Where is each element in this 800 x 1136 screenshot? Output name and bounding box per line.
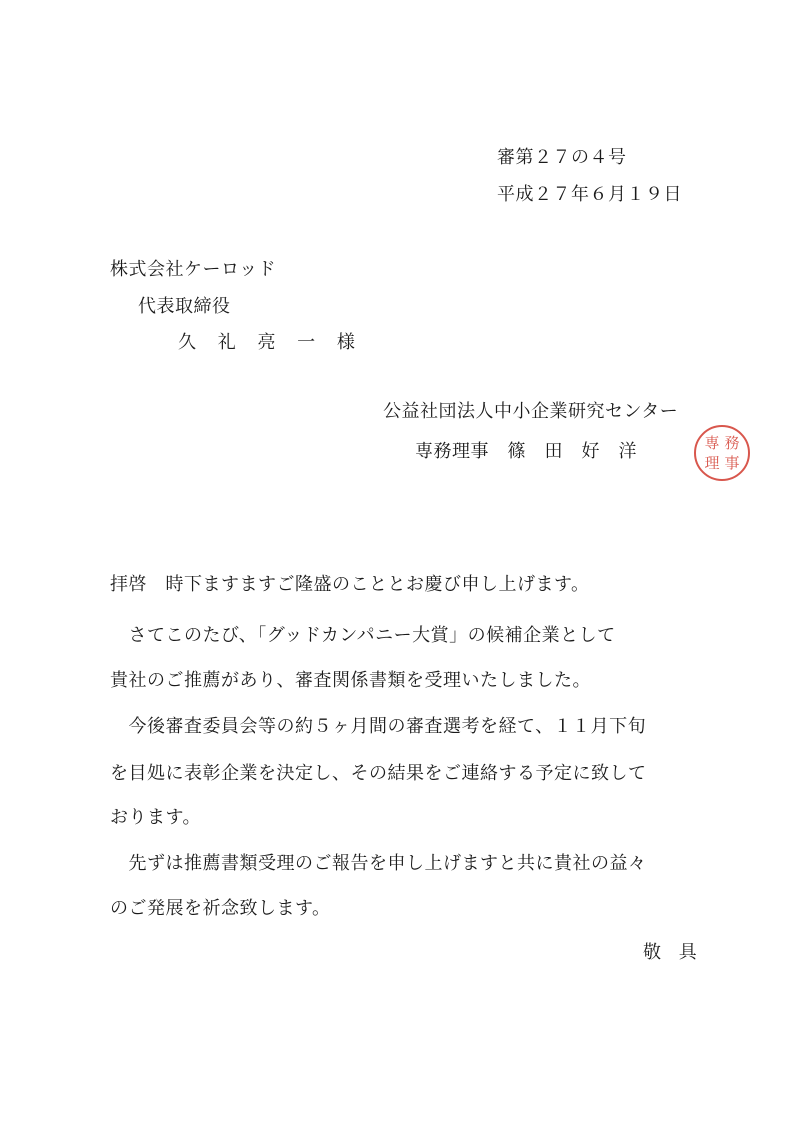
recipient-title: 代表取締役 [138,296,231,317]
sender-organization: 公益社団法人中小企業研究センター [383,401,679,422]
document-number: 審第２７の４号 [497,147,627,168]
sender-name: 専務理事 篠 田 好 洋 [415,441,637,462]
body-line: のご発展を祈念致します。 [110,898,331,919]
seal-character: 事 [724,453,740,472]
document-date: 平成２７年６月１９日 [497,184,682,205]
seal-character: 専 [704,433,720,452]
closing-phrase: 敬 具 [643,942,703,963]
seal-character: 理 [704,453,720,472]
body-line: を目処に表彰企業を決定し、その結果をご連絡する予定に致して [110,763,647,784]
body-line: 先ずは推薦書類受理のご報告を申し上げますと共に貴社の益々 [110,853,647,874]
body-line: さてこのたび、「グッドカンパニー大賞」の候補企業として [110,625,616,646]
recipient-company: 株式会社ケーロッド [110,259,277,280]
body-line: 拝啓 時下ますますご隆盛のこととお慶び申し上げます。 [110,574,590,595]
body-line: 今後審査委員会等の約５ヶ月間の審査選考を経て、１１月下旬 [110,716,647,737]
seal-character: 務 [724,433,740,452]
body-line: おります。 [110,807,202,828]
official-seal [694,425,750,481]
body-line: 貴社のご推薦があり、審査関係書類を受理いたしました。 [110,670,591,691]
recipient-name: 久 礼 亮 一 様 [178,332,363,353]
